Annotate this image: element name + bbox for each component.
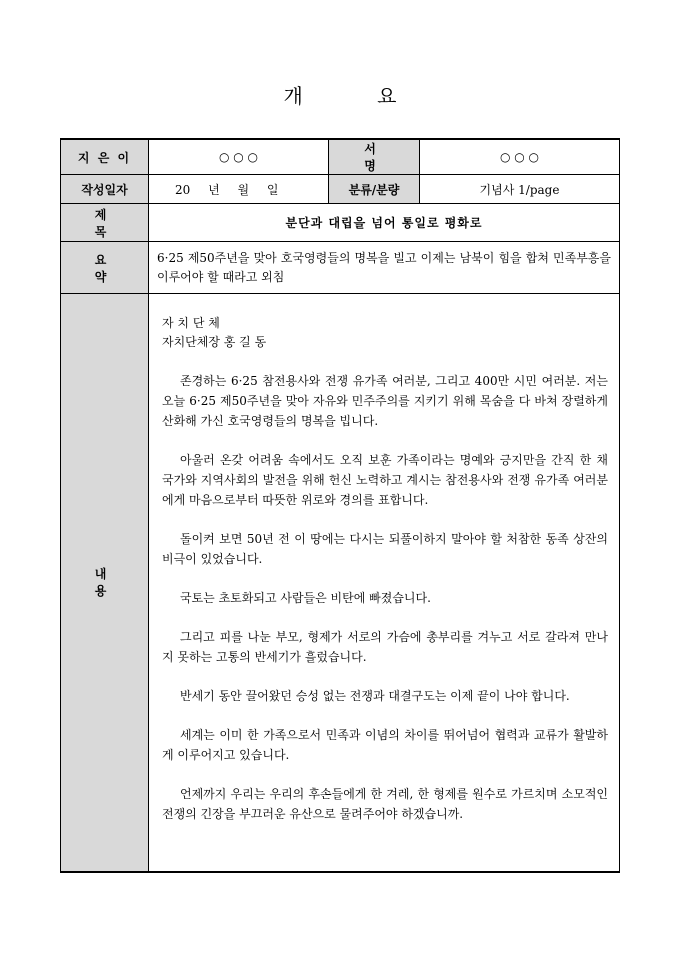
paragraph: 존경하는 6·25 참전용사와 전쟁 유가족 여러분, 그리고 400만 시민 여러분. 저는 오늘 6·25 제50주년을 맞아 자유와 민주주의를 지키기 위해 목숨을 다 바쳐 장렬하게 산화해 가신 호국영령들의 명복을 빕니다. [162, 374, 608, 428]
date-label: 작성일자 [61, 175, 149, 204]
overview-table [60, 138, 620, 873]
category-value: 기념사 1/page [420, 175, 620, 204]
paragraph: 돌이켜 보면 50년 전 이 땅에는 다시는 되풀이하지 말아야 할 처참한 동족 상잔의 비극이 있었습니다. [162, 532, 608, 566]
summary-label: 요 약 [61, 242, 149, 294]
paragraph: 세계는 이미 한 가족으로서 민족과 이념의 차이를 뛰어넘어 협력과 교류가 활발하게 이루어지고 있습니다. [162, 728, 608, 762]
paragraph: 언제까지 우리는 우리의 후손들에게 한 겨레, 한 형제를 원수로 가르치며 소모적인 전쟁의 긴장을 부끄러운 유산으로 물려주어야 하겠습니까. [162, 787, 608, 821]
signature-label: 서 명 [329, 139, 420, 175]
content-row [61, 294, 620, 872]
summary-row [61, 242, 620, 294]
signature-value: ○ ○ ○ [420, 139, 620, 175]
subject-label: 제 목 [61, 204, 149, 242]
paragraph: 아울러 온갖 어려움 속에서도 오직 보훈 가족이라는 명예와 긍지만을 간직 한 채 국가와 지역사회의 발전을 위해 헌신 노력하고 계시는 참전용사와 전쟁 유가족 여러분에게 마음으로부터 따뜻한 위로와 경의를 표합니다. [162, 453, 608, 507]
content-body [149, 294, 620, 872]
subject-value: 분단과 대립을 넘어 통일로 평화로 [149, 204, 620, 242]
author-row [61, 139, 620, 175]
speaker-name: 자치단체장 홍 길 동 [162, 335, 267, 349]
content-label: 내 용 [61, 294, 149, 872]
paragraph: 국토는 초토화되고 사람들은 비탄에 빠졌습니다. [180, 591, 431, 605]
paragraph: 그리고 피를 나눈 부모, 형제가 서로의 가슴에 총부리를 겨누고 서로 갈라져 만나지 못하는 고통의 반세기가 흘렀습니다. [162, 630, 608, 664]
author-label: 지 은 이 [61, 139, 149, 175]
org-name: 자 치 단 체 [162, 316, 220, 330]
subject-row [61, 204, 620, 242]
author-value: ○ ○ ○ [149, 139, 329, 175]
date-value: 20 년 월 일 [149, 175, 329, 204]
category-label: 분류/분량 [329, 175, 420, 204]
paragraph: 반세기 동안 끌어왔던 승성 없는 전쟁과 대결구도는 이제 끝이 나야 합니다. [180, 689, 570, 703]
date-row [61, 175, 620, 204]
page-title: 개 요 [283, 84, 431, 108]
summary-value: 6·25 제50주년을 맞아 호국영령들의 명복을 빌고 이제는 남북이 힘을 합쳐 민족부흥을 이루어야 할 때라고 외침 [149, 242, 620, 294]
